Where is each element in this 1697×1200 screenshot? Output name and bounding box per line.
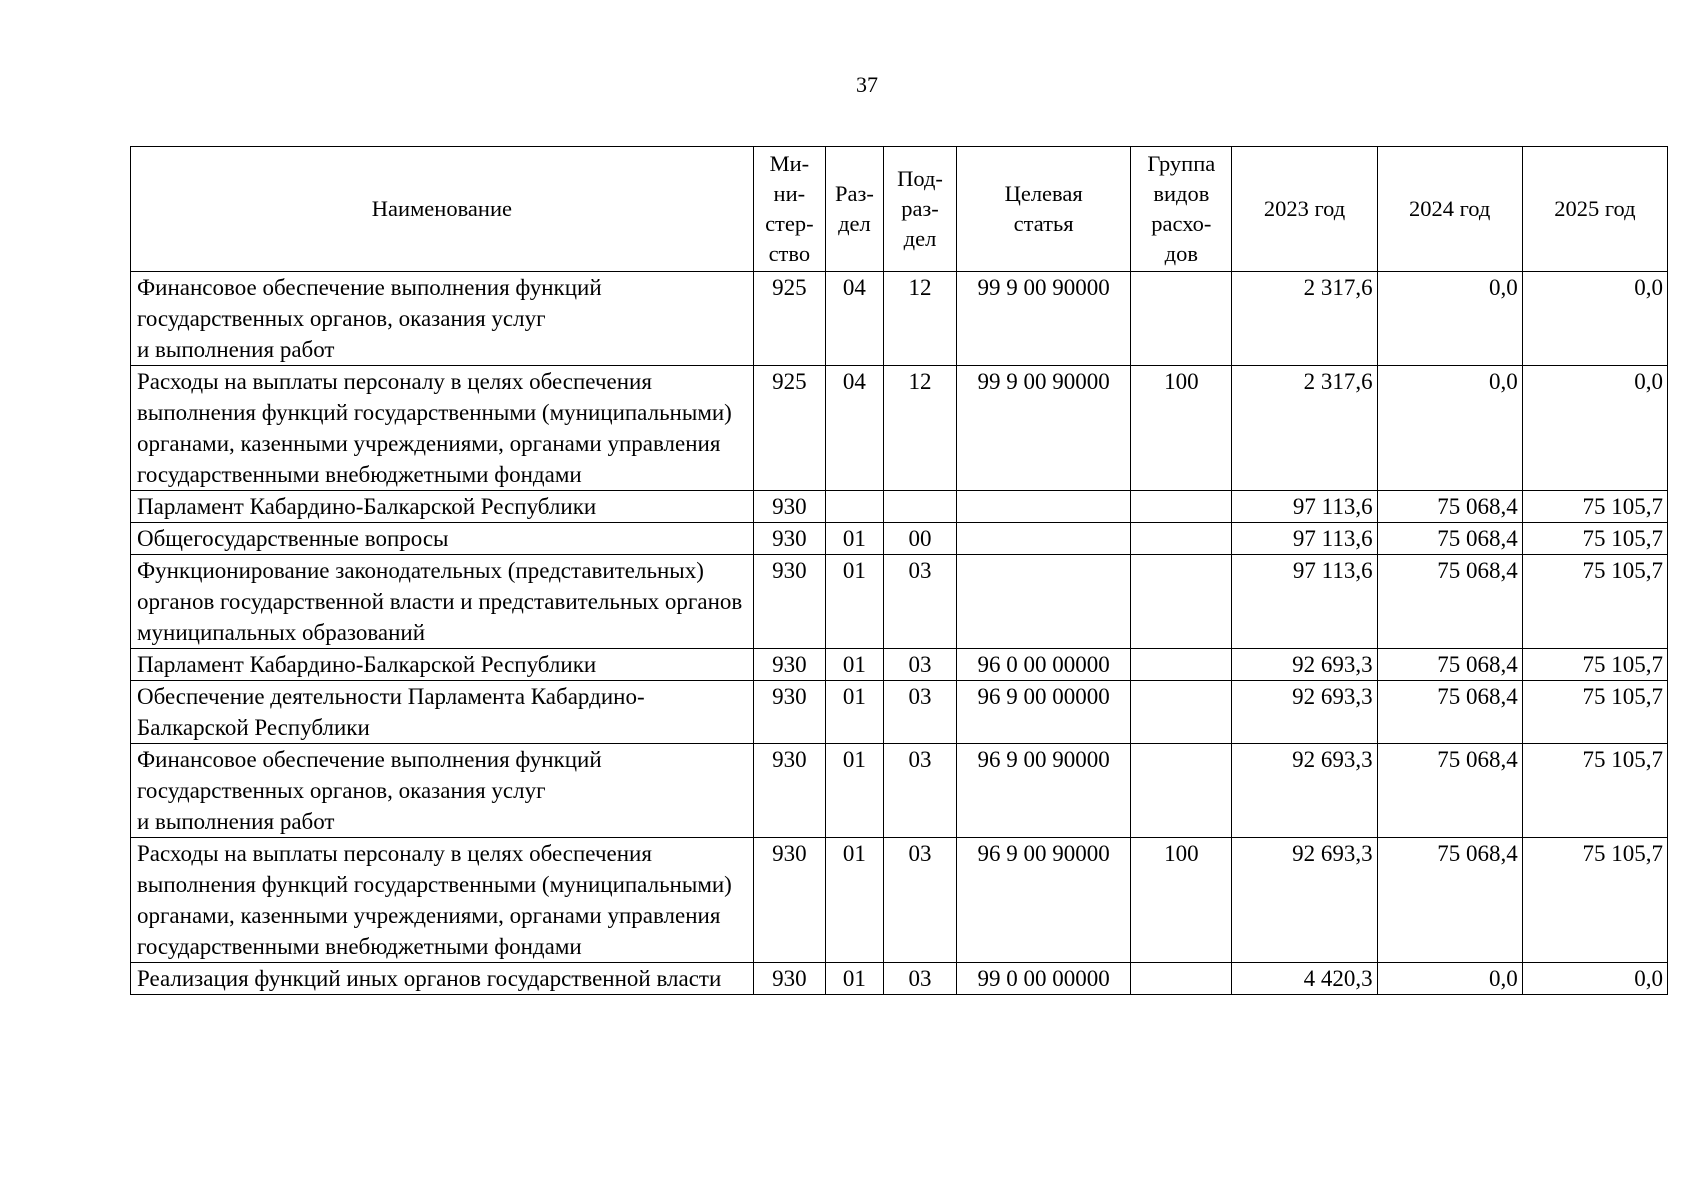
cell-year-2024: 0,0 <box>1377 272 1522 366</box>
cell-section: 01 <box>825 555 883 649</box>
cell-expense-group <box>1131 963 1232 995</box>
header-section: Раз- дел <box>825 147 883 272</box>
cell-ministry: 930 <box>753 649 825 681</box>
header-name: Наименование <box>131 147 754 272</box>
cell-subsection: 03 <box>883 838 956 963</box>
cell-target-article <box>957 523 1131 555</box>
cell-year-2024: 75 068,4 <box>1377 744 1522 838</box>
cell-section: 01 <box>825 838 883 963</box>
cell-year-2023: 2 317,6 <box>1232 366 1377 491</box>
cell-section: 01 <box>825 744 883 838</box>
cell-section: 04 <box>825 366 883 491</box>
cell-name: Общегосударственные вопросы <box>131 523 754 555</box>
cell-target-article <box>957 555 1131 649</box>
cell-subsection: 03 <box>883 649 956 681</box>
cell-name: Финансовое обеспечение выполнения функций государственных органов, оказания услуг и выполнения работ <box>131 744 754 838</box>
cell-target-article: 96 9 00 90000 <box>957 838 1131 963</box>
cell-expense-group <box>1131 555 1232 649</box>
cell-year-2023: 4 420,3 <box>1232 963 1377 995</box>
cell-subsection: 03 <box>883 744 956 838</box>
cell-year-2024: 75 068,4 <box>1377 555 1522 649</box>
cell-year-2023: 92 693,3 <box>1232 649 1377 681</box>
cell-section: 01 <box>825 681 883 744</box>
cell-subsection: 12 <box>883 272 956 366</box>
cell-year-2024: 75 068,4 <box>1377 838 1522 963</box>
table-row <box>131 681 1668 744</box>
cell-name: Парламент Кабардино-Балкарской Республики <box>131 491 754 523</box>
cell-expense-group <box>1131 744 1232 838</box>
cell-subsection: 03 <box>883 963 956 995</box>
cell-year-2023: 92 693,3 <box>1232 744 1377 838</box>
cell-expense-group <box>1131 523 1232 555</box>
cell-subsection: 03 <box>883 681 956 744</box>
cell-subsection: 00 <box>883 523 956 555</box>
table-body <box>131 272 1668 995</box>
cell-target-article: 96 9 00 00000 <box>957 681 1131 744</box>
cell-year-2025: 75 105,7 <box>1522 838 1667 963</box>
budget-table <box>130 146 1668 995</box>
cell-name: Финансовое обеспечение выполнения функций государственных органов, оказания услуг и выполнения работ <box>131 272 754 366</box>
cell-target-article: 99 9 00 90000 <box>957 272 1131 366</box>
cell-target-article: 96 0 00 00000 <box>957 649 1131 681</box>
cell-year-2024: 0,0 <box>1377 366 1522 491</box>
cell-expense-group <box>1131 681 1232 744</box>
header-expense-group: Группа видов расхо- дов <box>1131 147 1232 272</box>
cell-name: Функционирование законодательных (представительных) органов государственной власти и представительных органов муниципальных образований <box>131 555 754 649</box>
header-ministry: Ми- ни- стер- ство <box>753 147 825 272</box>
cell-year-2025: 75 105,7 <box>1522 649 1667 681</box>
table-row <box>131 555 1668 649</box>
cell-year-2025: 0,0 <box>1522 366 1667 491</box>
table-row <box>131 744 1668 838</box>
cell-ministry: 930 <box>753 681 825 744</box>
cell-year-2025: 0,0 <box>1522 272 1667 366</box>
table-row <box>131 523 1668 555</box>
cell-ministry: 925 <box>753 272 825 366</box>
cell-year-2024: 75 068,4 <box>1377 649 1522 681</box>
cell-ministry: 930 <box>753 963 825 995</box>
cell-target-article: 99 9 00 90000 <box>957 366 1131 491</box>
cell-section: 01 <box>825 649 883 681</box>
cell-year-2023: 92 693,3 <box>1232 838 1377 963</box>
cell-year-2023: 2 317,6 <box>1232 272 1377 366</box>
header-target-article: Целевая статья <box>957 147 1131 272</box>
table-row <box>131 838 1668 963</box>
cell-name: Парламент Кабардино-Балкарской Республики <box>131 649 754 681</box>
cell-year-2023: 97 113,6 <box>1232 491 1377 523</box>
cell-name: Реализация функций иных органов государственной власти <box>131 963 754 995</box>
cell-target-article <box>957 491 1131 523</box>
cell-subsection <box>883 491 956 523</box>
cell-name: Расходы на выплаты персоналу в целях обеспечения выполнения функций государственными (муниципальными) органами, казенными учреждениями, органами управления государственными внебюджетными фондами <box>131 838 754 963</box>
cell-expense-group <box>1131 491 1232 523</box>
cell-expense-group <box>1131 649 1232 681</box>
cell-ministry: 930 <box>753 744 825 838</box>
cell-target-article: 99 0 00 00000 <box>957 963 1131 995</box>
cell-expense-group: 100 <box>1131 366 1232 491</box>
cell-year-2024: 75 068,4 <box>1377 681 1522 744</box>
cell-expense-group <box>1131 272 1232 366</box>
cell-name: Обеспечение деятельности Парламента Кабардино-Балкарской Республики <box>131 681 754 744</box>
cell-year-2023: 97 113,6 <box>1232 523 1377 555</box>
cell-ministry: 930 <box>753 523 825 555</box>
header-year-2025: 2025 год <box>1522 147 1667 272</box>
table-row <box>131 272 1668 366</box>
cell-section: 01 <box>825 963 883 995</box>
cell-ministry: 930 <box>753 491 825 523</box>
table-row <box>131 963 1668 995</box>
page-number: 37 <box>856 72 878 97</box>
cell-year-2025: 75 105,7 <box>1522 744 1667 838</box>
cell-year-2025: 75 105,7 <box>1522 491 1667 523</box>
cell-year-2025: 75 105,7 <box>1522 555 1667 649</box>
cell-year-2024: 0,0 <box>1377 963 1522 995</box>
cell-subsection: 03 <box>883 555 956 649</box>
header-subsection: Под- раз- дел <box>883 147 956 272</box>
cell-year-2025: 75 105,7 <box>1522 523 1667 555</box>
cell-expense-group: 100 <box>1131 838 1232 963</box>
cell-year-2024: 75 068,4 <box>1377 523 1522 555</box>
table-row <box>131 366 1668 491</box>
cell-year-2025: 0,0 <box>1522 963 1667 995</box>
cell-ministry: 930 <box>753 838 825 963</box>
cell-year-2023: 97 113,6 <box>1232 555 1377 649</box>
table-header-row <box>131 147 1668 272</box>
cell-subsection: 12 <box>883 366 956 491</box>
cell-section: 01 <box>825 523 883 555</box>
header-year-2023: 2023 год <box>1232 147 1377 272</box>
table-row <box>131 491 1668 523</box>
header-year-2024: 2024 год <box>1377 147 1522 272</box>
cell-section: 04 <box>825 272 883 366</box>
cell-section <box>825 491 883 523</box>
cell-year-2025: 75 105,7 <box>1522 681 1667 744</box>
cell-ministry: 925 <box>753 366 825 491</box>
cell-ministry: 930 <box>753 555 825 649</box>
cell-year-2023: 92 693,3 <box>1232 681 1377 744</box>
cell-year-2024: 75 068,4 <box>1377 491 1522 523</box>
cell-name: Расходы на выплаты персоналу в целях обеспечения выполнения функций государственными (муниципальными) органами, казенными учреждениями, органами управления государственными внебюджетными фондами <box>131 366 754 491</box>
cell-target-article: 96 9 00 90000 <box>957 744 1131 838</box>
table-row <box>131 649 1668 681</box>
